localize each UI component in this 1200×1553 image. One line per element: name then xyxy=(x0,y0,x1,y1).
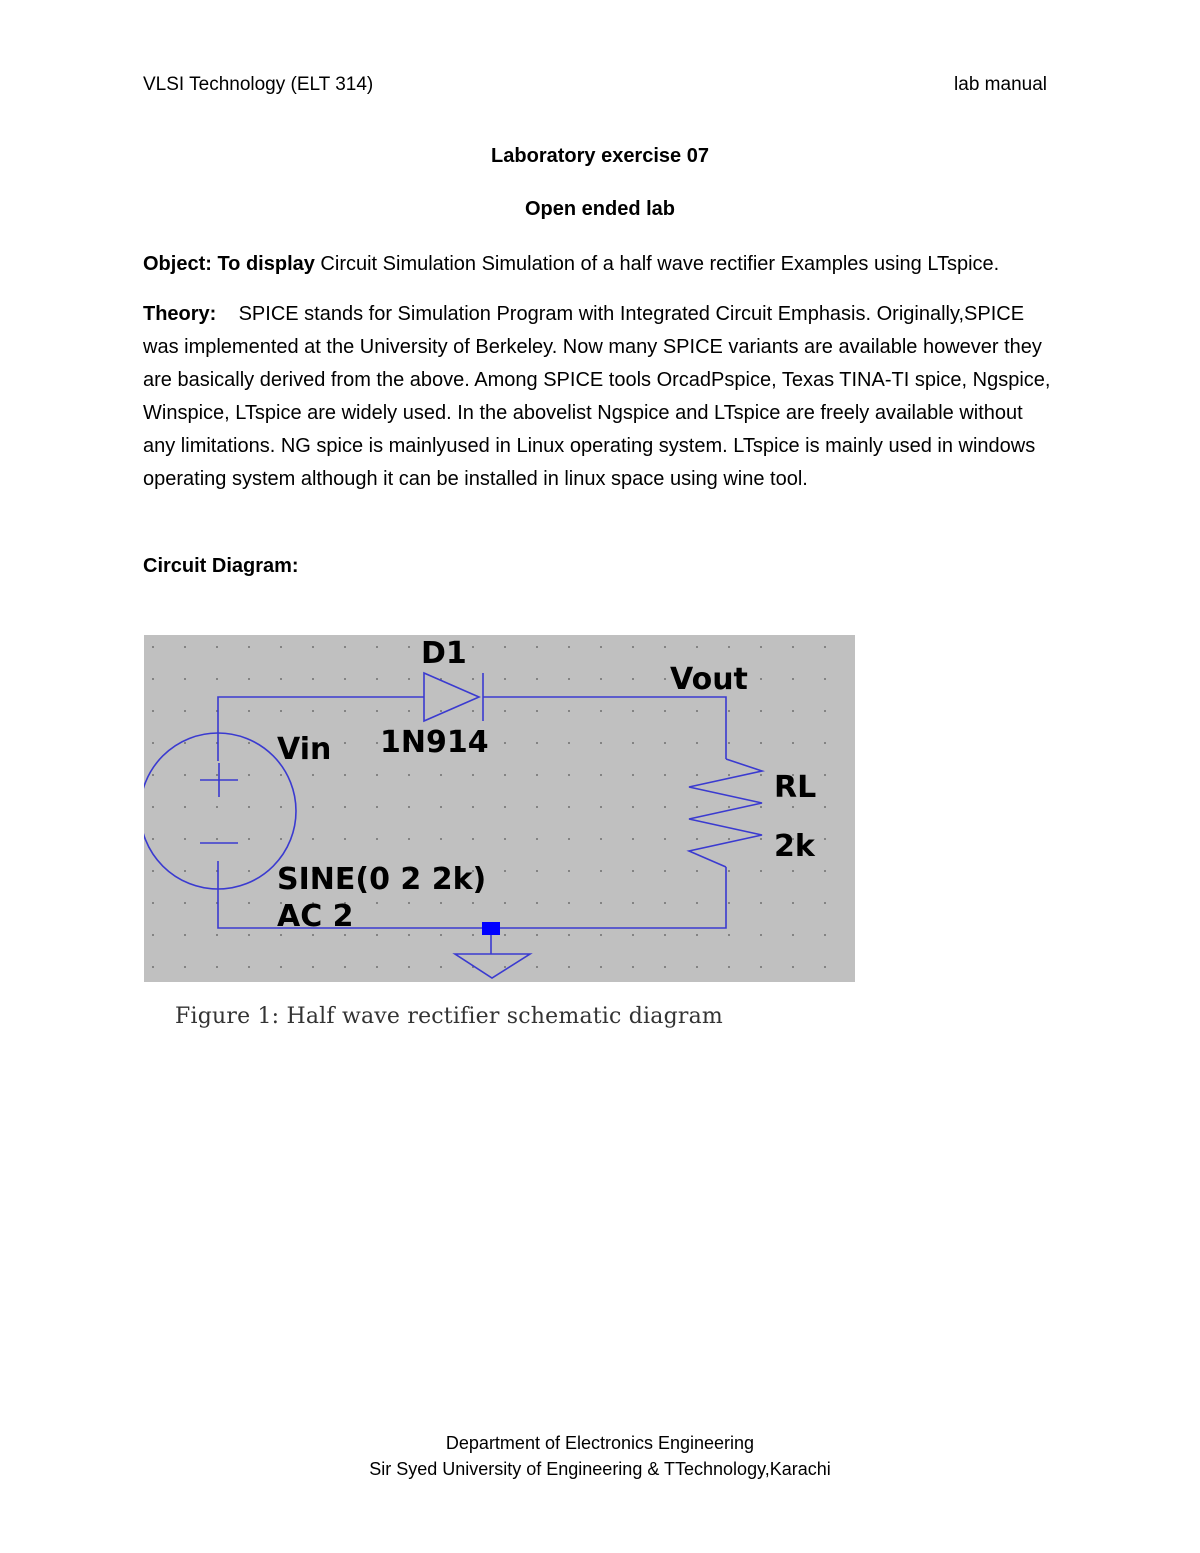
circuit-diagram-heading: Circuit Diagram: xyxy=(143,555,299,577)
header-course-title: VLSI Technology (ELT 314) xyxy=(143,74,374,95)
theory-label: Theory: xyxy=(143,303,217,325)
resistor-value-label: 2k xyxy=(774,829,815,864)
page-subtitle: Open ended lab xyxy=(524,198,676,220)
input-label: Vin xyxy=(277,732,332,767)
resistor-name-label: RL xyxy=(774,770,817,805)
footer-university: Sir Syed University of Engineering & TTechnology,Karachi xyxy=(369,1459,831,1479)
object-label: Object: To display xyxy=(143,253,315,275)
object-paragraph xyxy=(143,248,1058,281)
theory-paragraph xyxy=(143,298,1058,496)
page-title: Laboratory exercise 07 xyxy=(491,145,709,167)
object-text: Circuit Simulation Simulation of a half wave rectifier Examples using LTspice. xyxy=(314,253,1000,275)
figure-caption: Figure 1: Half wave rectifier schematic diagram xyxy=(175,1004,723,1029)
header-document-type: lab manual xyxy=(954,74,1047,95)
output-label: Vout xyxy=(670,662,748,697)
theory-text: SPICE stands for Simulation Program with Integrated Circuit Emphasis. Originally,SPICE was implemented at the University of Berkeley. Now many SPICE variants are available however they are basically derived from the above. Among SPICE tools OrcadPspice, Texas TINA-TI spice, Ngspice, Winspice, LTspice are widely used. In the abovelist Ngspice and LTspice are freely available without any limitations. NG spice is mainlyused in Linux operating system. LTspice is mainly used in windows operating system although it can be installed in linux space using wine tool. xyxy=(143,303,1051,490)
diode-model-label: 1N914 xyxy=(380,725,489,760)
source-spec-label: SINE(0 2 2k) xyxy=(277,862,487,897)
footer-department: Department of Electronics Engineering xyxy=(445,1433,755,1453)
diode-name-label: D1 xyxy=(421,636,467,671)
half-wave-rectifier-schematic xyxy=(144,635,855,982)
source-ac-label: AC 2 xyxy=(277,899,354,934)
